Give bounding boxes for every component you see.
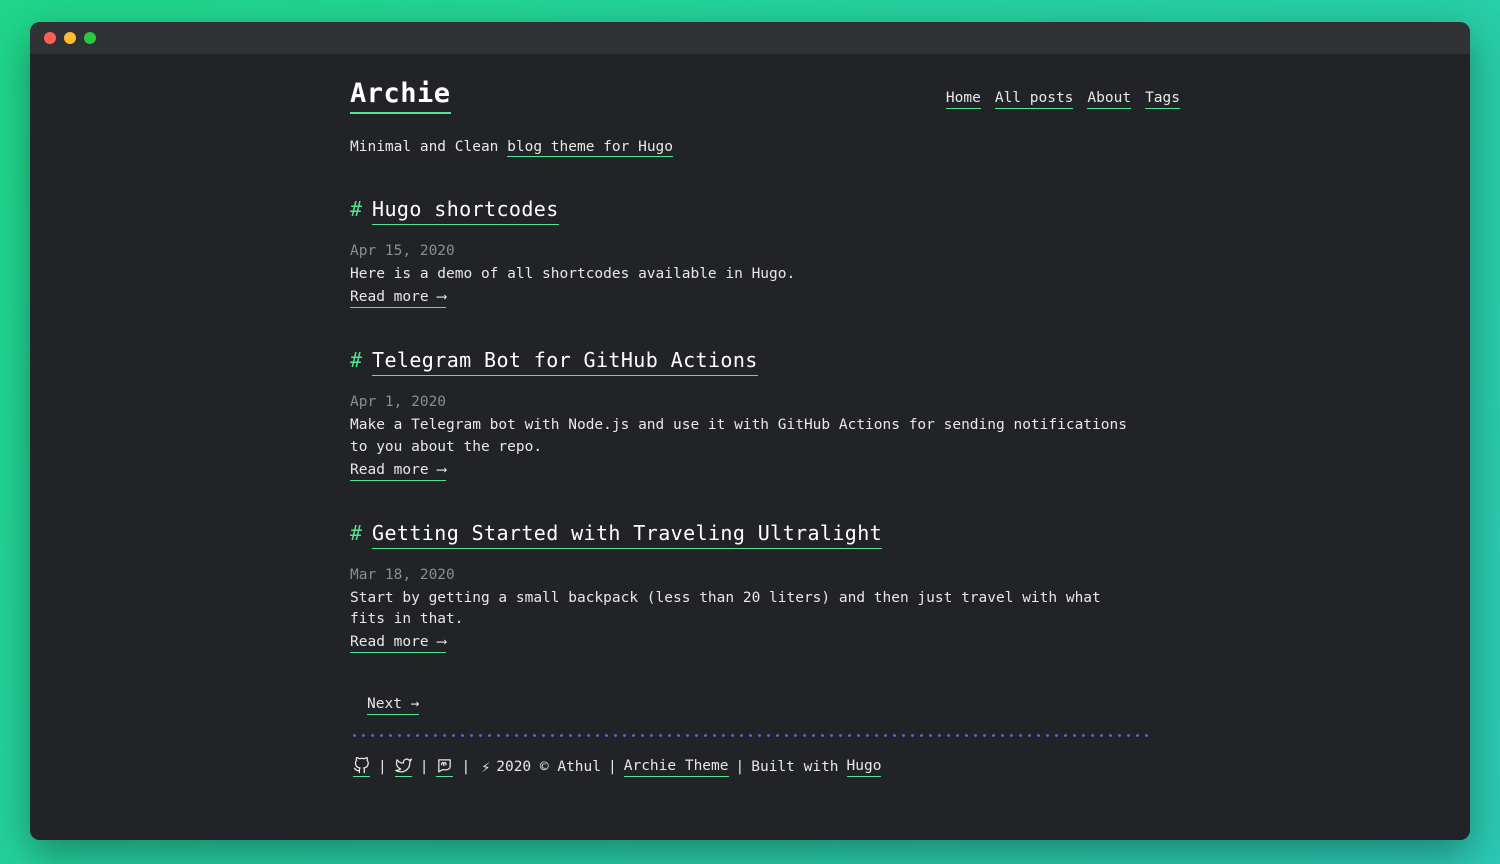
footer-separator: |	[608, 759, 617, 776]
footer-separator: |	[378, 759, 387, 776]
mastodon-icon[interactable]	[436, 757, 453, 777]
hash-icon: #	[350, 197, 363, 222]
pagination	[350, 693, 1180, 712]
tagline-prefix: Minimal and Clean	[350, 139, 508, 156]
post-heading	[350, 197, 1180, 225]
post-title-link[interactable]: Telegram Bot for GitHub Actions	[372, 348, 758, 376]
footer-divider	[350, 734, 1150, 737]
post-item	[350, 197, 1180, 308]
nav-item-all-posts[interactable]: All posts	[995, 90, 1074, 109]
read-more-link[interactable]: Read more ⟶	[350, 462, 446, 481]
archie-theme-link[interactable]: Archie Theme	[624, 758, 729, 777]
content-column	[350, 54, 1180, 777]
post-date: Apr 15, 2020	[350, 243, 455, 260]
post-summary: Start by getting a small backpack (less than 20 liters) and then just travel with what fits in that.	[350, 589, 1101, 628]
github-icon[interactable]	[353, 757, 370, 777]
read-more-link[interactable]: Read more ⟶	[350, 634, 446, 653]
hash-icon: #	[350, 520, 363, 545]
post-heading	[350, 521, 1180, 549]
nav-item-home[interactable]: Home	[946, 90, 981, 109]
browser-window	[30, 22, 1470, 840]
main-nav	[946, 90, 1180, 109]
bolt-icon: ⚡	[481, 758, 491, 777]
maximize-window-button[interactable]	[84, 32, 96, 44]
page-body	[30, 54, 1470, 840]
copyright-text: 2020 © Athul	[496, 759, 601, 776]
site-title-link[interactable]: Archie	[350, 78, 451, 114]
post-item	[350, 348, 1180, 481]
post-list	[350, 197, 1180, 653]
built-with-text: Built with	[751, 759, 839, 776]
twitter-icon[interactable]	[395, 757, 412, 777]
nav-item-about[interactable]: About	[1087, 90, 1131, 109]
hugo-link[interactable]: Hugo	[847, 758, 882, 777]
hash-icon: #	[350, 348, 363, 373]
next-page-link[interactable]: Next →	[367, 696, 419, 715]
tagline-link[interactable]: blog theme for Hugo	[507, 139, 674, 156]
site-footer	[350, 757, 1180, 777]
footer-separator: |	[461, 759, 471, 776]
footer-separator: |	[419, 759, 429, 776]
post-title-link[interactable]: Getting Started with Traveling Ultralight	[372, 521, 882, 549]
minimize-window-button[interactable]	[64, 32, 76, 44]
read-more-link[interactable]: Read more ⟶	[350, 289, 446, 308]
site-tagline	[350, 139, 1180, 155]
post-title-link[interactable]: Hugo shortcodes	[372, 197, 559, 225]
post-summary: Here is a demo of all shortcodes available in Hugo.	[350, 266, 796, 283]
footer-separator: |	[735, 759, 745, 776]
post-summary: Make a Telegram bot with Node.js and use it with GitHub Actions for sending notifications to you about the repo.	[350, 417, 1127, 455]
nav-item-tags[interactable]: Tags	[1145, 90, 1180, 109]
close-window-button[interactable]	[44, 32, 56, 44]
window-titlebar	[30, 22, 1470, 54]
post-item	[350, 521, 1180, 654]
post-date: Mar 18, 2020	[350, 566, 455, 583]
site-header	[350, 54, 1180, 114]
post-heading	[350, 348, 1180, 376]
post-date: Apr 1, 2020	[350, 394, 447, 411]
